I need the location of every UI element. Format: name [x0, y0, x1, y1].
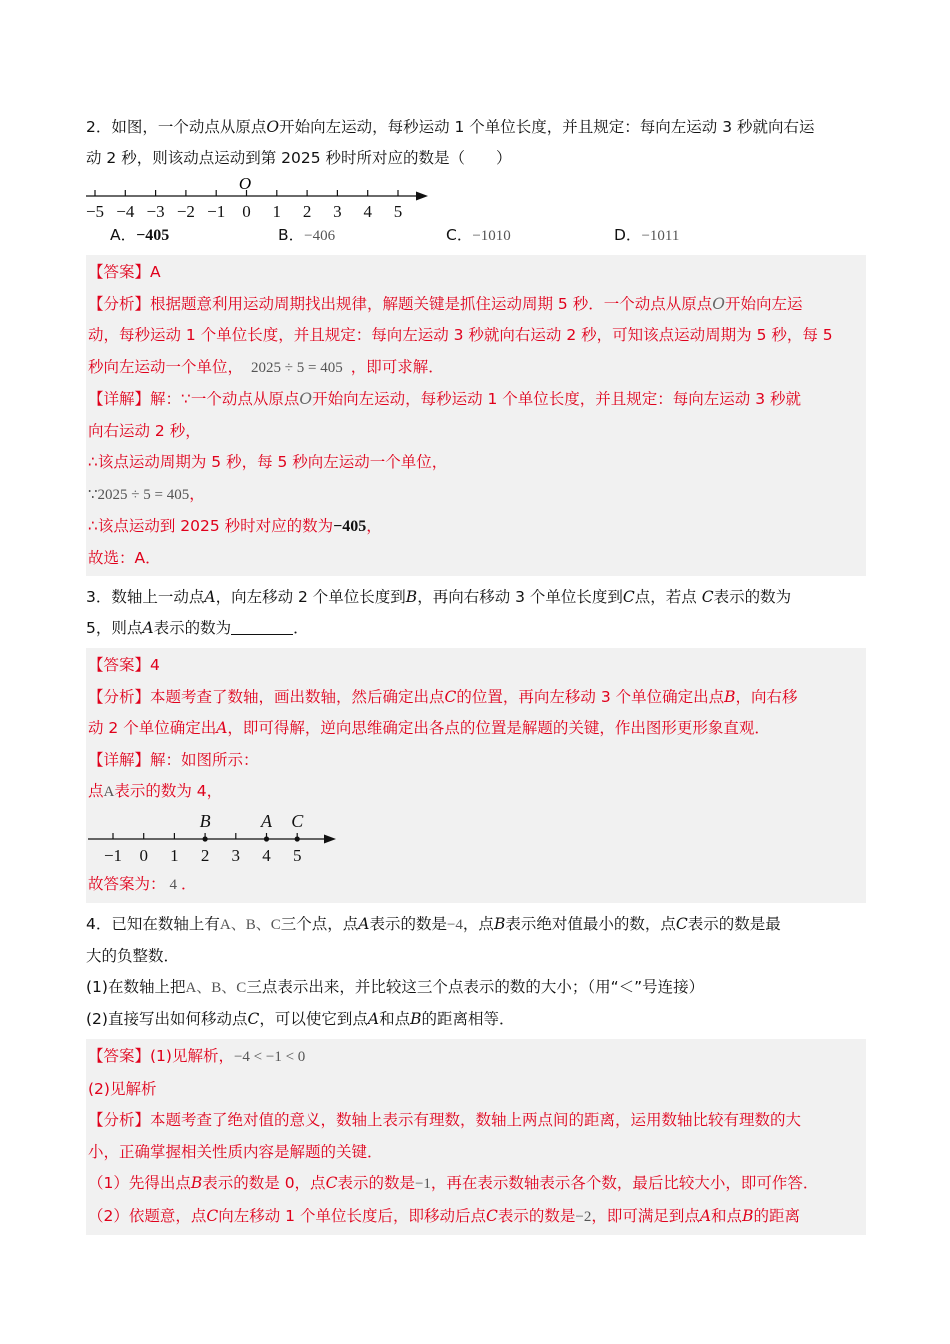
q3-solution-block	[86, 648, 866, 903]
q2-axis-tick-label: −4	[116, 202, 135, 220]
q2-solution-block	[86, 255, 866, 576]
q3-point-c	[295, 836, 300, 841]
q2-axis-tick-label: 0	[242, 202, 251, 220]
q2-detail-line4: ∵2025 ÷ 5 = 405，	[88, 484, 205, 503]
q3-axis-tick-label: 1	[170, 845, 179, 865]
q4-step2: （2）依题意，点C向左移动 1 个单位长度后，即移动后点C表示的数是−2，即可满足到点A和点B的距离	[88, 1206, 800, 1225]
q2-option-d[interactable]: D．−1011	[614, 226, 680, 244]
q3-point-a	[264, 836, 269, 841]
q3-analysis-line2: 动 2 个单位确定出A，即可得解，逆向思维确定出各点的位置是解题的关键，作出图形更形象直观．	[88, 719, 770, 737]
q3-analysis-line1: 【分析】本题考查了数轴，画出数轴，然后确定出点C的位置，再向左移动 3 个单位确定出点B，向右移	[88, 687, 798, 706]
q2-origin-label: O	[238, 176, 252, 193]
q4-analysis-line2: 小，正确掌握相关性质内容是解题的关键．	[88, 1142, 383, 1161]
q3-point-label-c: C	[291, 810, 304, 831]
q3-stem-line2: 5，则点A表示的数为 ．	[86, 619, 309, 637]
q2-stem-line1: 2．如图，一个动点从原点O开始向左运动，每秒运动 1 个单位长度，并且规定：每向左运动 3 秒就向右运	[86, 118, 815, 136]
q2-analysis-line3: 秒向左运动一个单位， 2025 ÷ 5 = 405 ，即可求解．	[88, 357, 444, 376]
q4-analysis-line1: 【分析】本题考查了绝对值的意义，数轴上表示有理数，数轴上两点间的距离，运用数轴比较有理数的大	[88, 1111, 802, 1129]
q2-axis-tick-label: 3	[333, 202, 342, 220]
q2-option-a[interactable]: A．−405	[110, 226, 170, 244]
q3-axis-tick-label: −1	[103, 845, 123, 865]
q3-axis-tick-label: 5	[292, 845, 302, 865]
q2-axis-tick-label: 5	[393, 202, 403, 220]
q3-answer-blank[interactable]	[231, 620, 293, 635]
q3-detail-line2: 点A表示的数为 4，	[88, 782, 223, 800]
q3-final-answer: 故答案为： 4 ．	[88, 874, 197, 893]
q2-detail-line2: 向右运动 2 秒，	[88, 421, 201, 440]
q4-part2: (2)直接写出如何移动点C，可以使它到点A和点B的距离相等．	[86, 1010, 515, 1028]
q2-answer: 【答案】A	[88, 263, 161, 281]
q2-axis-tick-label: −3	[146, 202, 165, 220]
q2-analysis-line1: 【分析】根据题意利用运动周期找出规律，解题关键是抓住运动周期 5 秒．一个动点从原点O开始向左运	[88, 294, 803, 313]
q2-detail-line5: ∴该点运动到 2025 秒时对应的数为−405，	[88, 517, 382, 535]
q2-axis-tick-label: 2	[302, 202, 312, 220]
q2-number-line	[86, 176, 446, 220]
q2-stem-line2: 动 2 秒，则该动点运动到第 2025 秒时所对应的数是（ ）	[86, 149, 512, 167]
q4-answer: 【答案】(1)见解析，−4 < −1 < 0	[88, 1047, 306, 1065]
q3-point-label-a: A	[261, 810, 272, 831]
q2-option-c[interactable]: C．−1010	[446, 226, 511, 244]
q2-axis-tick-label: −2	[176, 202, 195, 220]
q3-axis-tick-label: 3	[231, 845, 241, 865]
q4-step1: （1）先得出点B表示的数是 0，点C表示的数是−1，再在表示数轴表示各个数，最后比较大小，即可作答．	[88, 1174, 819, 1192]
q3-point-b	[203, 836, 208, 841]
q2-choice: 故选：A．	[88, 548, 161, 567]
q2-axis-tick-label: −5	[86, 202, 105, 220]
q2-axis-tick-label: 4	[363, 202, 372, 220]
q4-stem-line1: 4．已知在数轴上有A、B、C三个点，点A表示的数是−4，点B表示绝对值最小的数，点C表示的数是最	[86, 915, 781, 933]
q4-solution-block	[86, 1039, 866, 1235]
q3-axis-tick-label: 4	[262, 845, 271, 865]
q3-stem-line1: 3．数轴上一动点A，向左移动 2 个单位长度到B，再向右移动 3 个单位长度到C点，若点 C表示的数为	[86, 588, 792, 606]
q3-point-label-b: B	[199, 810, 211, 831]
q2-options	[86, 220, 866, 251]
q2-axis-tick-label: −1	[207, 202, 226, 220]
q2-option-b[interactable]: B．−406	[278, 226, 336, 244]
q2-detail-line3: ∴该点运动周期为 5 秒，每 5 秒向左运动一个单位，	[88, 453, 448, 471]
q3-axis-tick-label: 0	[139, 845, 148, 865]
q2-axis-tick-label: 1	[272, 202, 282, 220]
q2-analysis-line2: 动，每秒运动 1 个单位长度，并且规定：每向左运动 3 秒就向右运动 2 秒，可知该点运动周期为 5 秒，每 5	[88, 326, 833, 344]
q2-detail-line1: 【详解】解：∵一个动点从原点O开始向左运动，每秒运动 1 个单位长度，并且规定：每向左运动 3 秒就	[88, 390, 802, 408]
document-page	[86, 112, 866, 1241]
q4-stem-line2: 大的负整数．	[86, 947, 180, 965]
q4-answer-part2: (2)见解析	[88, 1079, 157, 1098]
q4-part1: (1)在数轴上把A、B、C三点表示出来，并比较这三个点表示的数的大小；（用“＜”号连接）	[86, 978, 705, 996]
q3-detail-line1: 【详解】解：如图所示：	[88, 750, 259, 769]
q3-axis-tick-label: 2	[200, 845, 210, 865]
q3-number-line	[88, 811, 348, 869]
q3-answer: 【答案】4	[88, 656, 160, 674]
